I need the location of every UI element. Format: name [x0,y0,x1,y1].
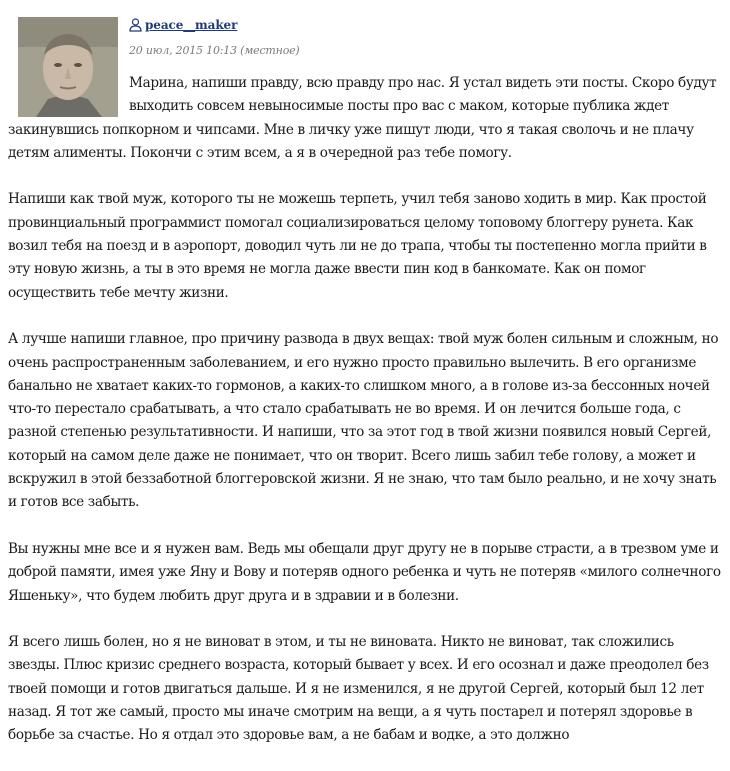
paragraph-3: А лучше напиши главное, про причину развода в двух вещах: твой муж болен сильным и сложным, но очень распространенным заболеванием, и его нужно просто правильно вылечить. В его организме банально не хватает каких-то гормонов, а каких-то слишком много, а в голове из-за бессонных ночей что-то перестало срабатывать, а что стало срабатывать не во время. И он лечится больше года, с разной степенью результативности. И напиши, что за этот год в твой жизни появился новый Сергей, который на самом деле даже не понимает, что он творит. Всего лишь забил тебе голову, а может и вскружил в этой беззаботной блоггеровской жизни. Я не знаю, что там было реально, и не хочу знать и готов все забыть. [8,331,719,511]
paragraph-1 [8,72,724,165]
paragraph-2: Напиши как твой муж, которого ты не можешь терпеть, учил тебя заново ходить в мир. Как простой провинциальный программист помогал социализироваться целому топовому блоггеру рунета. Как возил тебя на поезд и в аэропорт, доводил чуть ли не до трапа, чтобы ты постепенно могла прийти в эту новую жизнь, а ты в это время не могла даже ввести пин код в банкомате. Как он помог осуществить тебе мечту жизни. [8,191,707,301]
comment-timestamp: 20 июл, 2015 10:13 (местное) [129,44,300,57]
username-link[interactable]: peace__maker [145,18,238,32]
paragraph-5: Я всего лишь болен, но я не виноват в этом, и ты не виновата. Никто не виноват, так сложились звезды. Плюс кризис среднего возраста, который бывает у всех. И его осознал и даже преодолел без твоей помощи и готов двигаться дальше. И я не изменился, я не другой Сергей, который был 12 лет назад. Я тот же самый, просто мы иначе смотрим на вещи, а я чуть постарел и потерял здоровье в борьбе за счастье. Но я отдал это здоровье вам, а не бабам и водке, а это должно [8,634,709,744]
avatar-wrap-spacer [8,72,129,118]
paragraph-1-text: Марина, напиши правду, всю правду про нас. Я устал видеть эти посты. Скоро будут выходить совсем невыносимые посты про вас с маком, которые публика ждет закинувшись попкорном и чипсами. Мне в личку уже пишут люди, что я такая сволочь и не плачу детям алименты. Покончи с этим всем, а я в очередной раз тебе помогу. [8,75,717,161]
comment-body [8,72,724,771]
paragraph-4: Вы нужны мне все и я нужен вам. Ведь мы обещали друг другу не в порыве страсти, а в трезвом уме и доброй памяти, имея уже Яну и Вову и потеряв одного ребенка и чуть не потеряв «милого солнечного Яшеньку», что будем любить друг друга и в здравии и в болезни. [8,540,721,604]
user-icon[interactable] [129,18,142,32]
user-line [129,16,237,34]
